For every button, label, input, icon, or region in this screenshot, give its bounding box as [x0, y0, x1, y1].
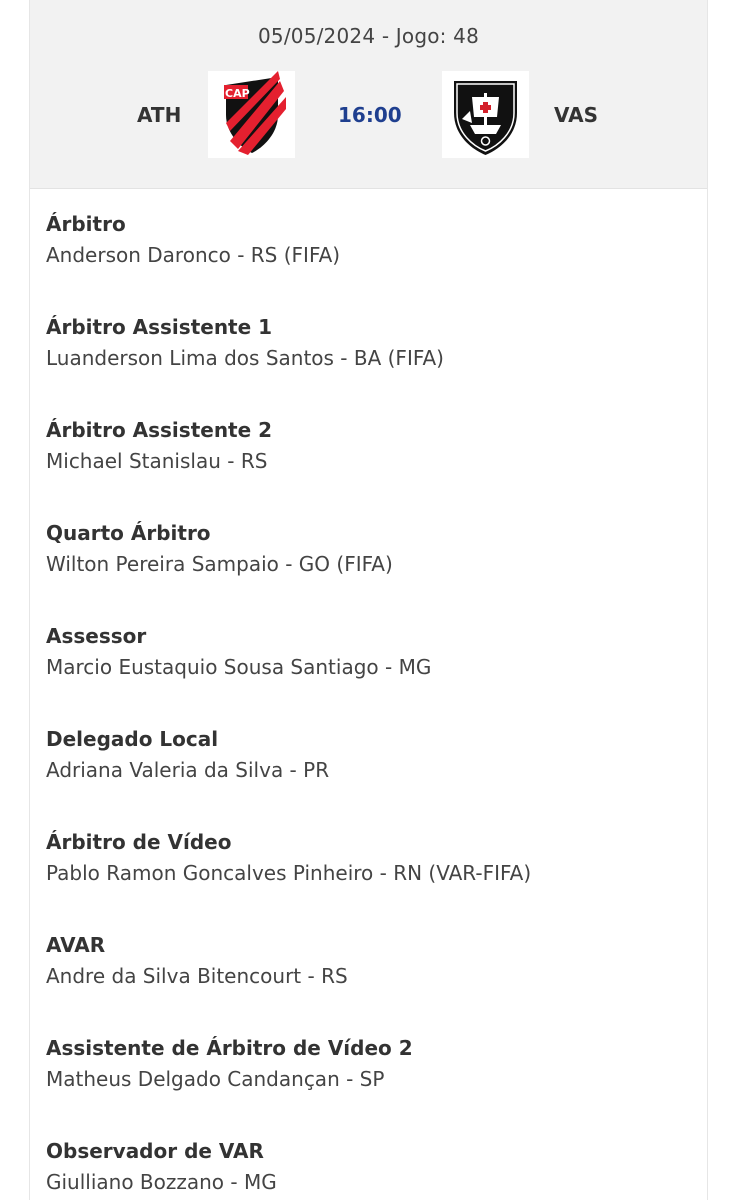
official-role: Árbitro	[46, 212, 126, 236]
match-header	[30, 0, 707, 189]
match-card	[29, 0, 708, 1200]
officials-list	[46, 209, 696, 1200]
official-item	[46, 209, 696, 312]
official-name: Michael Stanislau - RS	[46, 449, 268, 473]
official-name: Andre da Silva Bitencourt - RS	[46, 964, 348, 988]
official-item	[46, 621, 696, 724]
official-role: Assistente de Árbitro de Vídeo 2	[46, 1036, 413, 1060]
official-role: Assessor	[46, 624, 147, 648]
official-role: AVAR	[46, 933, 106, 957]
match-date-line: 05/05/2024 - Jogo: 48	[257, 24, 480, 48]
home-crest-text: CAP	[225, 87, 250, 100]
official-name: Pablo Ramon Goncalves Pinheiro - RN (VAR-FIFA)	[46, 861, 532, 885]
official-item	[46, 827, 696, 930]
official-name: Anderson Daronco - RS (FIFA)	[46, 243, 341, 267]
official-item	[46, 724, 696, 827]
match-time: 16:00	[338, 103, 402, 127]
official-name: Adriana Valeria da Silva - PR	[46, 758, 330, 782]
official-item	[46, 312, 696, 415]
official-name: Wilton Pereira Sampaio - GO (FIFA)	[46, 552, 393, 576]
athletico-shield-icon	[208, 71, 295, 158]
official-name: Giulliano Bozzano - MG	[46, 1170, 277, 1194]
away-team-code[interactable]: VAS	[554, 103, 599, 127]
home-team-code[interactable]: ATH	[137, 103, 182, 127]
official-role: Árbitro de Vídeo	[46, 830, 232, 854]
official-item	[46, 1033, 696, 1136]
official-name: Luanderson Lima dos Santos - BA (FIFA)	[46, 346, 444, 370]
home-team-crest[interactable]	[208, 71, 295, 158]
official-item	[46, 1136, 696, 1200]
official-item	[46, 415, 696, 518]
official-item	[46, 518, 696, 621]
official-role: Árbitro Assistente 2	[46, 418, 273, 442]
official-role: Quarto Árbitro	[46, 521, 211, 545]
official-name: Matheus Delgado Candançan - SP	[46, 1067, 385, 1091]
away-team-crest[interactable]	[442, 71, 529, 158]
official-name: Marcio Eustaquio Sousa Santiago - MG	[46, 655, 432, 679]
official-role: Delegado Local	[46, 727, 219, 751]
official-item	[46, 930, 696, 1033]
official-role: Árbitro Assistente 1	[46, 315, 273, 339]
official-role: Observador de VAR	[46, 1139, 264, 1163]
vasco-shield-icon	[442, 71, 529, 158]
